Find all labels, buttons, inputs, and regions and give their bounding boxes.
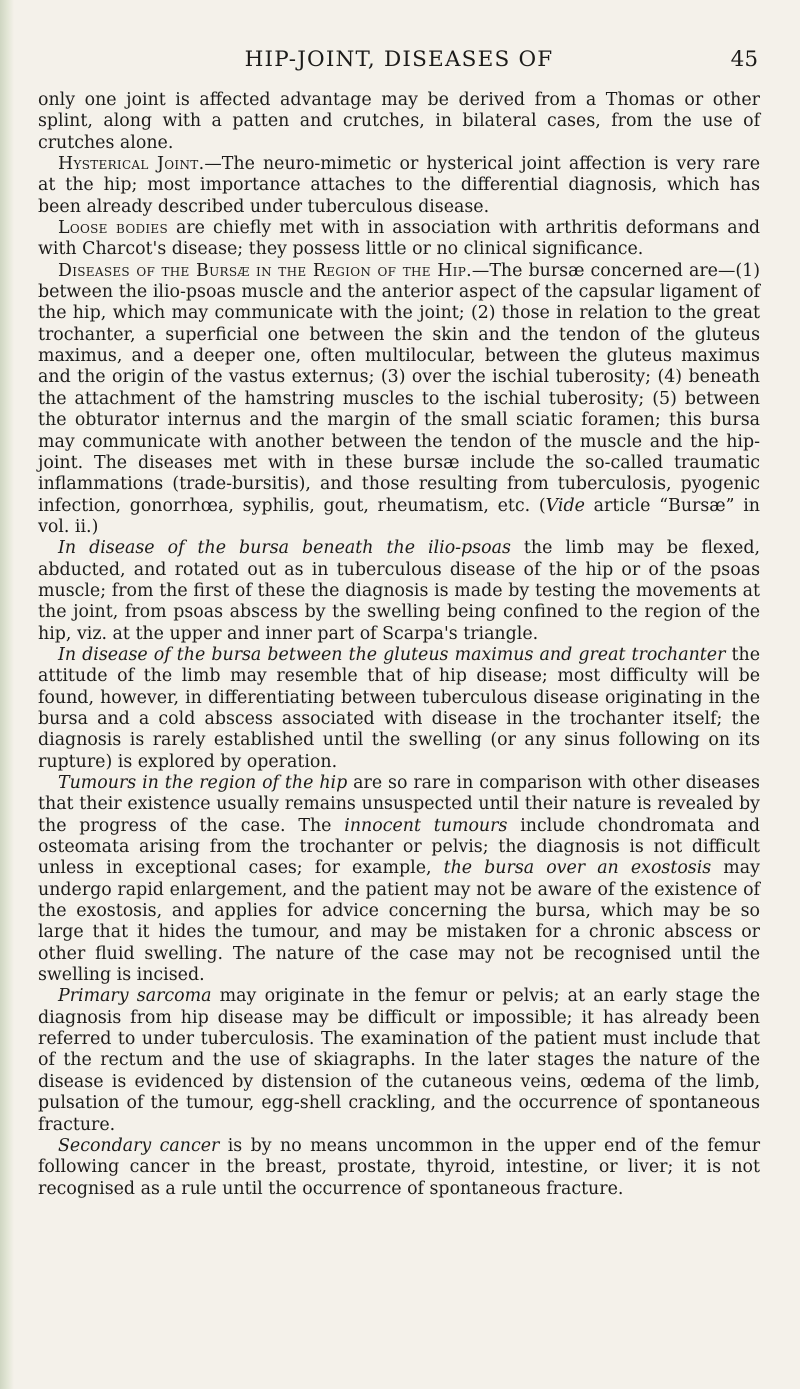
text-run: —The bursæ concerned are—(1) between the ilio-psoas muscle and the anterior aspect of the capsular ligament of the hip, which may communicate with the joint; (2) those in relation to the great trochanter, a superficial one between the skin and the tendon of the gluteus maximus, and a deeper one, often multilocular, between the gluteus maximus and the origin of the vastus externus; (3) over the ischial tuberosity; (4) beneath the attachment of the hamstring muscles to the ischial tuberosity; (5) between the obturator internus and the margin of the small sciatic foramen; this bursa may communicate with another between the tendon of the muscle and the hip-joint. The diseases met with in these bursæ include the so-called traumatic inflammations (trade-bursitis), and those resulting from tuberculosis, pyogenic infection, gonorrhœa, syphilis, gout, rheumatism, etc. ( (38, 260, 760, 516)
italic-phrase: In disease of the bursa between the gluteus maximus and great trochanter (58, 644, 726, 665)
italic-phrase: the bursa over an exostosis (443, 858, 712, 879)
italic-phrase: Primary sarcoma (58, 986, 212, 1007)
book-page (38, 0, 760, 1389)
page-binding-edge (0, 0, 14, 1389)
text-run: are chiefly met with in association with arthritis deformans and with Charcot's disease; they possess little or no clinical significance. (38, 218, 760, 260)
paragraph-p2 (38, 154, 760, 218)
text-run: only one joint is affected advantage may be derived from a Thomas or other splint, along with a patten and crutches, in bilateral cases, from the use of crutches alone. (38, 90, 760, 153)
paragraph-p7 (38, 773, 760, 986)
italic-phrase: innocent tumours (344, 815, 508, 836)
text-run: —The neuro-mimetic or hysterical joint affection is very rare at the hip; most importance attaches to the differential diagnosis, which has been already described under tuberculous disease. (38, 154, 760, 217)
text-run: the attitude of the limb may resemble that of hip disease; most difficulty will be found, however, in differentiating between tuberculous disease originating in the bursa and a cold abscess associated with disease in the trochanter itself; the diagnosis is rarely established until the swelling (or any sinus following on its rupture) is explored by operation. (38, 644, 760, 772)
paragraph-p3 (38, 218, 760, 261)
text-run: are so rare in comparison with other diseases that their existence usually remains unsuspected until their nature is revealed by the progress of the case. The (38, 773, 760, 836)
italic-phrase: Tumours in the region of the hip (58, 773, 348, 793)
paragraph-p4 (38, 261, 760, 538)
text-run: is by no means uncommon in the upper end of the femur following cancer in the breast, prostate, thyroid, intestine, or liver; it is not recognised as a rule until the occurrence of spontaneous fracture. (38, 1135, 761, 1199)
paragraph-p1 (38, 90, 760, 154)
paragraph-p9 (38, 1136, 760, 1200)
page-number: 45 (730, 47, 758, 72)
italic-phrase: Secondary cancer (58, 1135, 220, 1156)
italic-phrase: Vide (545, 495, 585, 516)
section-heading: Diseases of the Bursæ in the Region of the Hip. (58, 260, 472, 281)
text-run: may originate in the femur or pelvis; at an early stage the diagnosis from hip disease may be difficult or impossible; it has already been referred to under tuberculosis. The examination of the patient must include that of the rectum and the use of skiagraphs. In the later stages the nature of the disease is evidenced by distension of the cutaneous veins, œdema of the limb, pulsation of the tumour, egg-shell crackling, and the occurrence of spontaneous fracture. (38, 986, 760, 1135)
running-head (38, 0, 760, 90)
text-run: article “Bursæ” in vol. ii.) (38, 495, 760, 537)
text-run: the limb may be flexed, abducted, and rotated out as in tuberculous disease of the hip or of the psoas muscle; from the first of these the diagnosis is made by testing the movements at the joint, from psoas abscess by the swelling being confined to the region of the hip, viz. at the upper and inner part of Scarpa's triangle. (38, 538, 760, 644)
italic-phrase: In disease of the bursa beneath the ilio-psoas (58, 538, 511, 559)
paragraph-p5 (38, 538, 760, 645)
text-run: may undergo rapid enlargement, and the patient may not be aware of the existence of the exostosis, and applies for advice concerning the bursa, which may be so large that it hides the tumour, and may be mistaken for a chronic abscess or other fluid swelling. The nature of the case may not be recognised until the swelling is incised. (38, 858, 760, 986)
running-title: HIP-JOINT, DISEASES OF (244, 47, 554, 72)
body-text (38, 90, 760, 1200)
section-heading: Hysterical Joint. (58, 154, 205, 175)
text-run: include chondromata and osteomata arising from the trochanter or pelvis; the diagnosis is not difficult unless in exceptional cases; for example, (38, 815, 760, 879)
paragraph-p8 (38, 986, 760, 1135)
paragraph-p6 (38, 645, 760, 773)
section-heading: Loose bodies (58, 218, 169, 239)
